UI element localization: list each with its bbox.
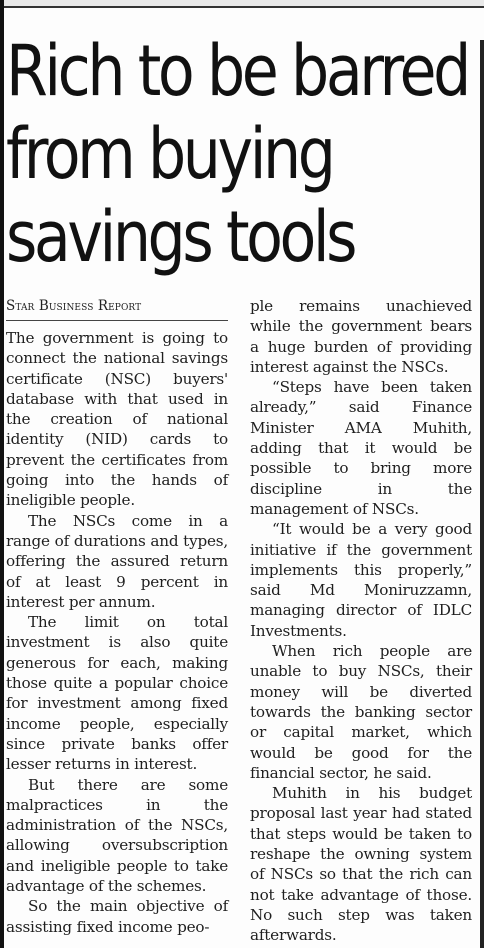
byline: Star Business Report bbox=[6, 296, 228, 321]
paragraph: The limit on total investment is also quite generous for each, making those quite a popular choice for investment among fixed income people, especially since private banks offer lesser returns in interest. bbox=[6, 613, 228, 774]
article-columns bbox=[6, 296, 472, 948]
paragraph-continued: ple remains unachieved while the government bears a huge burden of providing interest against the NSCs. bbox=[250, 297, 472, 376]
right-edge-bar bbox=[480, 40, 484, 948]
paragraph: The government is going to connect the national savings certificate (NSC) buyers' database with that used in the creation of national identity (NID) cards to prevent the certificates from going into the hands of ineligible people. bbox=[6, 329, 228, 510]
headline bbox=[6, 30, 468, 279]
paragraph: But there are some malpractices in the administration of the NSCs, allowing oversubscription and ineligible people to take advantage of the schemes. bbox=[6, 775, 228, 896]
right-column bbox=[250, 296, 472, 948]
paragraph: “Steps have been taken already,” said Finance Minister AMA Muhith, adding that it would be possible to bring more discipline in the management of NSCs. bbox=[250, 378, 472, 518]
paragraph: So the main objective of assisting fixed income peo- bbox=[6, 897, 228, 936]
headline-line-3: savings tools bbox=[6, 196, 355, 278]
paragraph: Muhith in his budget proposal last year had stated that steps would be taken to reshape the owning system of NSCs so that the rich can not take advantage of those. No such step was taken afterwards. bbox=[250, 784, 472, 945]
paragraph: The NSCs come in a range of durations and types, offering the assured return of at least 9 percent in interest per annum. bbox=[6, 511, 228, 611]
paragraph: When rich people are unable to buy NSCs, their money will be diverted towards the banking sector or capital market, which would be good for the financial sector, he said. bbox=[250, 642, 472, 782]
left-column bbox=[6, 296, 228, 948]
left-edge-bar bbox=[0, 0, 4, 948]
headline-line-2: from buying bbox=[6, 113, 333, 195]
top-rule bbox=[0, 0, 484, 8]
paragraph: “It would be a very good initiative if the government implements this properly,” said Md Moniruzzamn, managing director of IDLC Investments. bbox=[250, 520, 472, 640]
headline-line-1: Rich to be barred bbox=[6, 30, 468, 112]
